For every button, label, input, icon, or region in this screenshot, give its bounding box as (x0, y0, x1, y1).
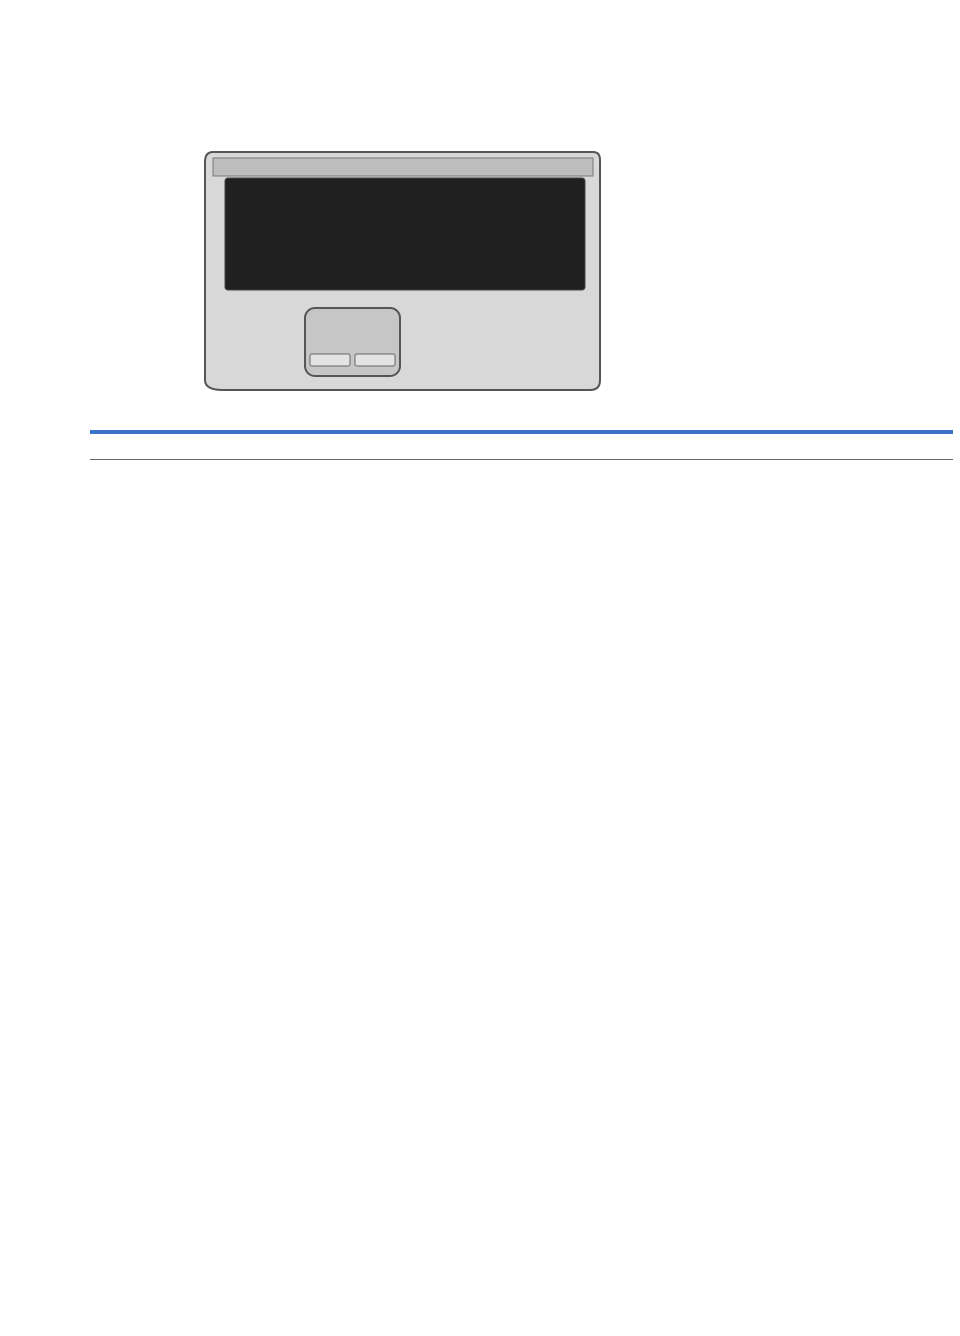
component-table (90, 430, 953, 460)
table-header-row (90, 432, 953, 460)
laptop-figure (95, 40, 695, 410)
header-description (522, 432, 954, 460)
footer-right (928, 1312, 952, 1334)
header-component (90, 432, 522, 460)
